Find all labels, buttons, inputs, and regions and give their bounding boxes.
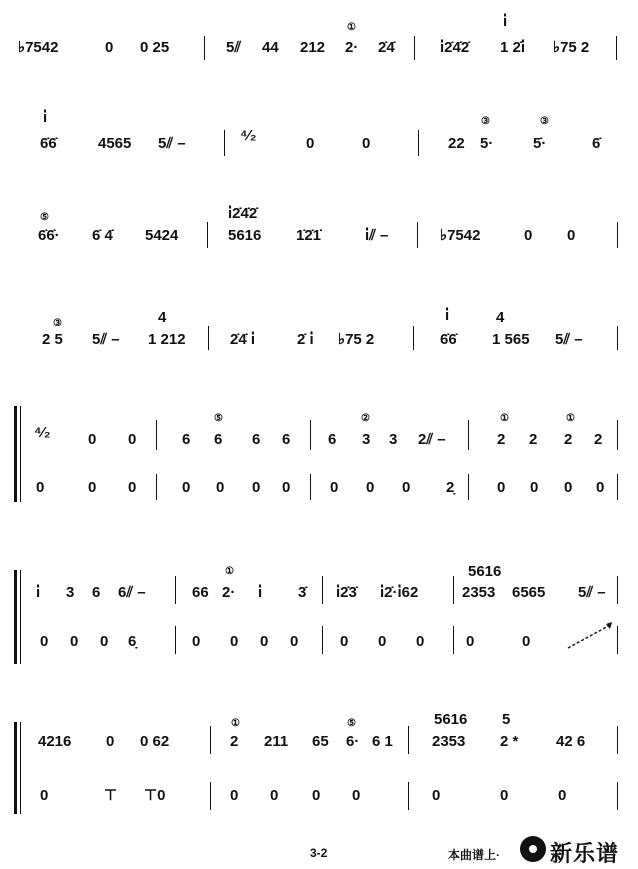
note: ♭7542 [18,39,59,56]
rest: 0 [230,787,239,804]
note: i̇2̇3̇ [336,584,357,601]
barline [417,222,418,248]
note: 6̇6̇ [40,135,57,152]
note: 6̇ [592,135,601,152]
rest: 0 [530,479,539,496]
note: 5424 [145,227,179,244]
circled-mark: ① [347,22,356,33]
rest: 0 [40,787,49,804]
note: ♭75 2 [553,39,590,56]
system-brace-line [20,570,21,664]
note: 6· [346,733,360,750]
note: 0 62 [140,733,170,750]
overmark: 5616 [468,563,502,580]
note: 6 [252,431,261,448]
note: 211 [264,733,289,750]
barline [468,474,469,500]
barline [408,726,409,754]
rest: 0 [36,479,45,496]
note: ♭7542 [440,227,481,244]
credit-text: 本曲谱上· [448,848,500,862]
rest: 0 [330,479,339,496]
note: ⁴⁄₂ [240,127,257,144]
note: 6⫽ – [118,584,146,601]
circled-mark: ① [231,718,240,729]
barline [617,726,618,754]
note: 5616 [228,227,262,244]
barline [617,326,618,350]
rest: 0 [282,479,291,496]
note: 2 [564,431,573,448]
circled-mark: ③ [540,116,549,127]
system-brace-line [20,722,21,814]
rest: 0 [270,787,279,804]
rest: 0 [352,787,361,804]
note: 2 [529,431,538,448]
rest: 0 [567,227,576,244]
note: 6 [214,431,223,448]
note: 3 [389,431,398,448]
note: 3 [66,584,75,601]
rest: 0 [182,479,191,496]
note: 6̇6̇· [38,227,60,244]
barline [310,420,311,450]
system-brace [14,722,17,814]
barline [414,36,415,60]
note: 6 [182,431,191,448]
site-logo[interactable] [520,836,638,866]
note: 5̇· [533,135,547,152]
barline [453,626,454,654]
note: i̇ [36,584,41,601]
barline [204,36,205,60]
note: ⁴⁄₂ [34,424,51,441]
note: 6̇ 4̇ [92,227,113,244]
barline [617,222,618,248]
note: 5⫽ – [555,331,583,348]
note: 2 * [500,733,519,750]
barline [322,626,323,654]
rest: 0 [497,479,506,496]
barline [616,36,617,60]
note: 2· [222,584,236,601]
note: 2̇4̇ i̇ [230,331,256,348]
circled-mark: ② [361,413,370,424]
overmark: i̇ [43,109,48,126]
system-brace-line [20,406,21,502]
barline [224,130,225,156]
note: 3̇ [298,584,307,601]
note: 212 [300,39,326,56]
note: 6̇6̇ [440,331,457,348]
note: 6 1 [372,733,393,750]
barline [175,626,176,654]
rest: 0 [128,479,137,496]
overmark: 4 [158,309,167,326]
rest: 0 [105,39,114,56]
note: 65 [312,733,329,750]
note: i̇2̇4̇2̇ [440,39,470,56]
note: 42 6 [556,733,586,750]
note: 5⫽ – [158,135,186,152]
rest: 0 [40,633,49,650]
note: 4565 [98,135,132,152]
rest: 0 [88,479,97,496]
note: 1 2̇i̇ [500,39,526,56]
rest: 0 [522,633,531,650]
barline [418,130,419,156]
note: 2̇ i̇ [297,331,314,348]
rest: 0 [252,479,261,496]
rest: 0 [88,431,97,448]
note: i̇2̇·i̇62 [380,584,419,601]
barline [408,782,409,810]
rest: 0 [378,633,387,650]
note: 1̇2̇1̇ [296,227,322,244]
note: 6 [282,431,291,448]
rest: 0 [312,787,321,804]
system-brace [14,406,17,502]
circled-mark: ① [500,413,509,424]
circled-mark: ① [225,566,234,577]
note: 4216 [38,733,72,750]
note: i̇ [258,584,263,601]
note: 6 [328,431,337,448]
barline [413,326,414,350]
barline [322,576,323,604]
note: 22 [448,135,465,152]
note: 1 212 [148,331,186,348]
circled-mark: ⑤ [347,718,356,729]
note: 2353 [432,733,466,750]
overmark: i̇ [445,307,450,324]
barline [617,782,618,810]
rest: 0 [524,227,533,244]
rest-mark: ⊤ [104,787,118,804]
barline [617,420,618,450]
rest: 0 [466,633,475,650]
note: 2̣ [446,479,455,496]
note: 66 [192,584,209,601]
barline [453,576,454,604]
rest: 0 [230,633,239,650]
page-number: 3-2 [310,846,328,860]
note: 2 [230,733,239,750]
note: 2̇4̇ [378,39,395,56]
overmark: i̇ [503,13,508,30]
note: 2 [594,431,603,448]
barline [208,326,209,350]
rest: 0 [106,733,115,750]
rest: 0 [596,479,605,496]
barline [310,474,311,500]
rest: 0 [416,633,425,650]
circled-mark: ⑤ [40,212,49,223]
glissando-arrow [566,620,616,650]
note: 6 [92,584,101,601]
barline [156,474,157,500]
circled-mark: ① [566,413,575,424]
barline [175,576,176,604]
note: i̇⫽ – [365,227,389,244]
barline [617,626,618,654]
record-disc-icon [520,836,546,862]
rest: 0 [128,431,137,448]
barline [207,222,208,248]
rest: 0 [260,633,269,650]
note: 0 25 [140,39,170,56]
rest-mark: ⊤0 [144,787,166,804]
note: 6̣ [128,633,137,650]
barline [210,726,211,754]
rest: 0 [340,633,349,650]
overmark: 5 [502,711,511,728]
rest: 0 [432,787,441,804]
barline [156,420,157,450]
note: 5· [480,135,494,152]
note: 44 [262,39,279,56]
overmark: 4 [496,309,505,326]
rest: 0 [362,135,371,152]
note: 5⫽ [226,39,242,56]
barline [617,576,618,604]
rest: 0 [216,479,225,496]
note: ♭75 2 [338,331,375,348]
barline [468,420,469,450]
rest: 0 [564,479,573,496]
overmark: 5616 [434,711,468,728]
note: 5⫽ – [92,331,120,348]
note: 1 565 [492,331,530,348]
rest: 0 [558,787,567,804]
logo-text: 新乐谱 [550,841,620,866]
circled-mark: ⑤ [214,413,223,424]
circled-mark: ③ [53,318,62,329]
rest: 0 [70,633,79,650]
rest: 0 [500,787,509,804]
note: 5⫽ – [578,584,606,601]
rest: 0 [100,633,109,650]
note: 6565 [512,584,546,601]
note: 2⫽ – [418,431,446,448]
note: 2 5 [42,331,63,348]
rest: 0 [290,633,299,650]
note: 3 [362,431,371,448]
system-brace [14,570,17,664]
barline [210,782,211,810]
rest: 0 [402,479,411,496]
overmark: i̇2̇4̇2̇ [228,205,258,222]
rest: 0 [192,633,201,650]
rest: 0 [306,135,315,152]
barline [617,474,618,500]
rest: 0 [366,479,375,496]
note: 2· [345,39,359,56]
note: 2 [497,431,506,448]
circled-mark: ③ [481,116,490,127]
note: 2353 [462,584,496,601]
